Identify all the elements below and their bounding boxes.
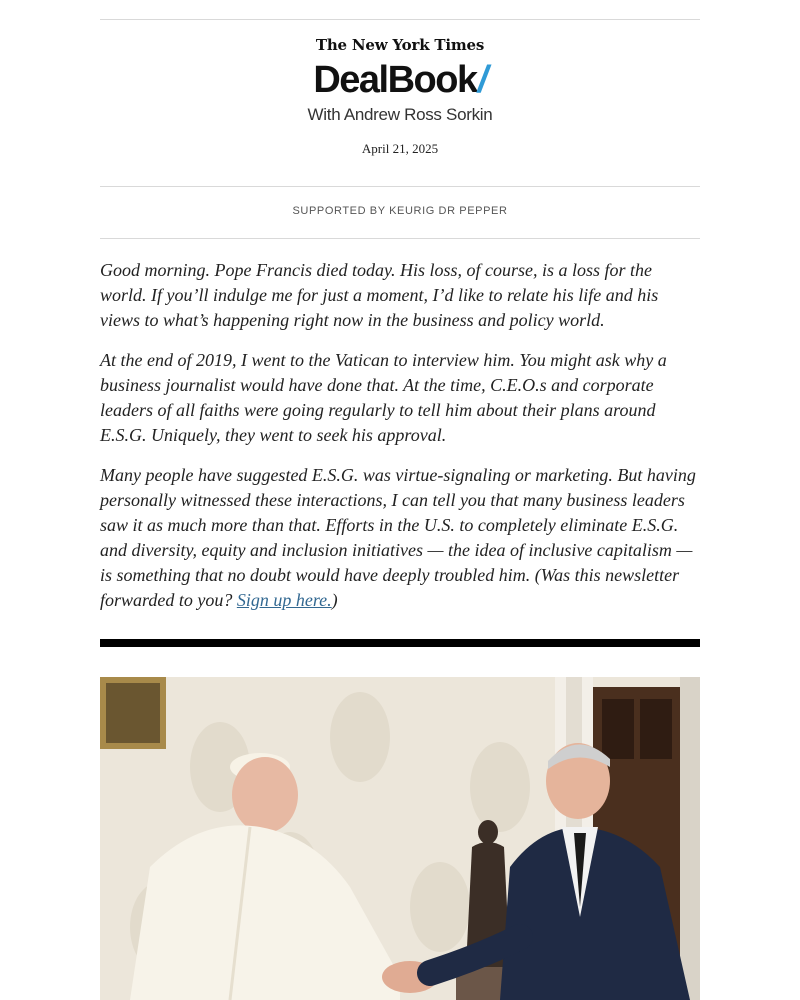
article-photo[interactable] (100, 677, 700, 1000)
byline: With Andrew Ross Sorkin (307, 105, 493, 124)
paragraph-3 (100, 463, 700, 613)
divider (100, 238, 700, 239)
paragraph-2: At the end of 2019, I went to the Vatican to interview him. You might ask why a business journalist would have done that. At the time, C.E.O.s and corporate leaders of all faiths were going regularly to tell him about their plans around E.S.G. Uniquely, they went to seek his approval. (100, 350, 667, 445)
nyt-masthead-logo[interactable]: The New York Times (315, 36, 485, 54)
section-divider (100, 639, 700, 647)
issue-date: April 21, 2025 (361, 141, 439, 156)
paragraph-3-text: Many people have suggested E.S.G. was virtue-signaling or marketing. But having personally witnessed these interactions, I can tell you that many business leaders saw it as much more than that. Efforts in the U.S. to completely eliminate E.S.G. and diversity, equity and inclusion initiatives — the idea of inclusive capitalism — is something that no doubt would have deeply troubled him. (Was this newsletter forwarded to you? (100, 465, 696, 610)
divider (100, 186, 700, 187)
dealbook-wordmark: DealBook (313, 59, 477, 101)
article-body (100, 258, 700, 628)
paragraph-1: Good morning. Pope Francis died today. His loss, of course, is a loss for the world. If you’ll indulge me for just a moment, I’d like to relate his life and his views to what’s happening right now in the business and policy world. (100, 260, 659, 330)
top-divider (100, 19, 700, 20)
paragraph-3-end: ) (331, 590, 338, 610)
dealbook-slash-mark: / (477, 59, 487, 101)
dealbook-logo[interactable] (100, 58, 700, 102)
photo-illustration (100, 677, 700, 1000)
signup-link[interactable]: Sign up here. (236, 590, 332, 610)
sponsor-label: SUPPORTED BY KEURIG DR PEPPER (292, 205, 508, 217)
